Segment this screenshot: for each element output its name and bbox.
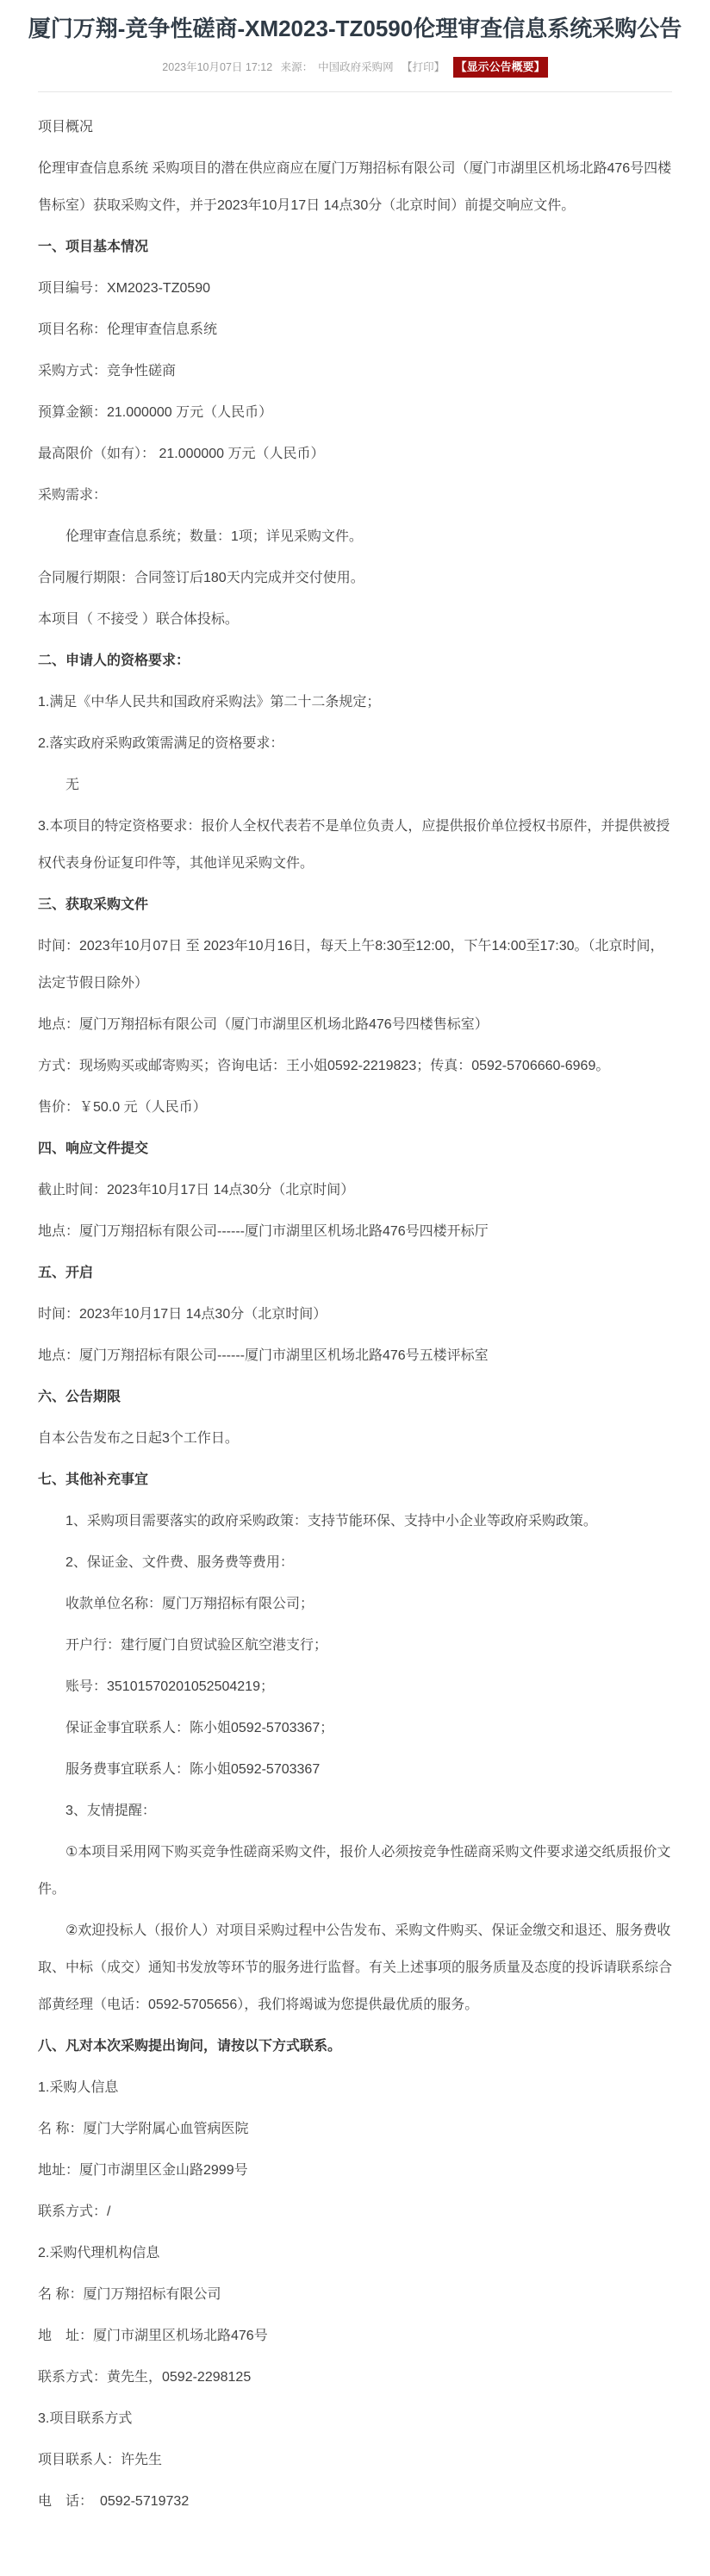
section-heading: 三、获取采购文件 — [38, 897, 149, 912]
agency-address-line: 地 址：厦门市湖里区机场北路476号 — [38, 2329, 268, 2343]
qualification-line: 1.满足《中华人民共和国政府采购法》第二十二条规定； — [38, 695, 381, 710]
open-place-line: 地点：厦门万翔招标有限公司------厦门市湖里区机场北路476号五楼评标室 — [38, 1348, 489, 1363]
buyer-address-line: 地址：厦门市湖里区金山路2999号 — [38, 2163, 248, 2178]
announcement-page — [0, 12, 710, 2576]
project-contact-label: 3.项目联系方式 — [38, 2411, 133, 2426]
submit-place-line: 地点：厦门万翔招标有限公司------厦门市湖里区机场北路476号四楼开标厅 — [38, 1224, 489, 1239]
project-name-line: 项目名称：伦理审查信息系统 — [38, 322, 218, 337]
qualification-line: 无 — [65, 778, 80, 792]
notice-period-line: 自本公告发布之日起3个工作日。 — [38, 1431, 239, 1446]
doc-time-line: 时间：2023年10月07日 至 2023年10月16日，每天上午8:30至12:00，下午14:00至17:30。（北京时间，法定节假日除外） — [38, 939, 664, 991]
publish-datetime: 2023年10月07日 17:12 — [162, 61, 273, 73]
buyer-name-line: 名 称：厦门大学附属心血管病医院 — [38, 2122, 249, 2136]
joint-bid-line: 本项目（ 不接受 ）联合体投标。 — [38, 612, 239, 627]
project-contact-phone-line: 电 话： 0592-5719732 — [38, 2494, 190, 2509]
buyer-contact-line: 联系方式：/ — [38, 2204, 111, 2219]
project-contact-name-line: 项目联系人：许先生 — [38, 2453, 163, 2467]
reminder-line: ②欢迎投标人（报价人）对项目采购过程中公告发布、采购文件购买、保证金缴交和退还、服务费收取、中标（成交）通知书发放等环节的服务进行监督。有关上述事项的服务质量及态度的投诉请联系综合部黄经理（电话：0592-5705656），我们将竭诚为您提供最优质的服务。 — [38, 1923, 673, 2012]
procurement-method-line: 采购方式：竞争性磋商 — [38, 364, 177, 378]
doc-method-line: 方式：现场购买或邮寄购买；咨询电话：王小姐0592-2219823；传真：0592-5706660-6969。 — [38, 1059, 610, 1073]
section-heading: 四、响应文件提交 — [38, 1141, 149, 1156]
bank-line: 开户行：建行厦门自贸试验区航空港支行； — [65, 1638, 328, 1653]
section-heading: 二、申请人的资格要求： — [38, 653, 190, 668]
reminder-label-line: 3、友情提醒： — [65, 1804, 156, 1818]
contract-term-line: 合同履行期限：合同签订后180天内完成并交付使用。 — [38, 571, 364, 585]
print-button[interactable]: 【打印】 — [402, 61, 445, 73]
page-title: 厦门万翔-竞争性磋商-XM2023-TZ0590伦理审查信息系统采购公告 — [28, 16, 682, 41]
agency-contact-line: 联系方式：黄先生，0592-2298125 — [38, 2370, 252, 2385]
section-heading: 六、公告期限 — [38, 1390, 121, 1404]
meta-row — [0, 57, 710, 78]
section-heading: 七、其他补充事宜 — [38, 1472, 149, 1487]
buyer-info-label: 1.采购人信息 — [38, 2080, 119, 2095]
qualification-line: 3.本项目的特定资格要求：报价人全权代表若不是单位负责人，应提供报价单位授权书原件，并提供被授权代表身份证复印件等，其他详见采购文件。 — [38, 819, 670, 871]
payee-name-line: 收款单位名称：厦门万翔招标有限公司； — [65, 1597, 315, 1611]
budget-line: 预算金额：21.000000 万元（人民币） — [38, 405, 273, 420]
doc-price-line: 售价：￥50.0 元（人民币） — [38, 1100, 207, 1115]
section-heading: 五、开启 — [38, 1266, 94, 1280]
max-price-line: 最高限价（如有）： 21.000000 万元（人民币） — [38, 447, 325, 461]
overview-label: 项目概况 — [38, 120, 94, 134]
submit-deadline-line: 截止时间：2023年10月17日 14点30分（北京时间） — [38, 1183, 355, 1197]
open-time-line: 时间：2023年10月17日 14点30分（北京时间） — [38, 1307, 327, 1322]
qualification-line: 2.落实政府采购政策需满足的资格要求： — [38, 736, 284, 751]
section-heading: 一、项目基本情况 — [38, 240, 149, 254]
deposit-contact-line: 保证金事宜联系人：陈小姐0592-5703367； — [65, 1721, 334, 1735]
demand-label-line: 采购需求： — [38, 488, 108, 503]
supplement-line: 1、采购项目需要落实的政府采购政策：支持节能环保、支持中小企业等政府采购政策。 — [65, 1514, 597, 1529]
demand-detail-line: 伦理审查信息系统；数量：1项；详见采购文件。 — [65, 529, 363, 544]
account-line: 账号：35101570201052504219； — [65, 1679, 274, 1694]
agency-name-line: 名 称：厦门万翔招标有限公司 — [38, 2287, 221, 2302]
supplement-line: 2、保证金、文件费、服务费等费用： — [65, 1555, 294, 1570]
source-name: 中国政府采购网 — [318, 61, 394, 73]
section-heading: 八、凡对本次采购提出询问，请按以下方式联系。 — [38, 2039, 342, 2054]
show-summary-button[interactable]: 【显示公告概要】 — [453, 57, 548, 78]
agency-info-label: 2.采购代理机构信息 — [38, 2246, 160, 2260]
project-number-line: 项目编号：XM2023-TZ0590 — [38, 281, 211, 296]
overview-text: 伦理审查信息系统 采购项目的潜在供应商应在厦门万翔招标有限公司（厦门市湖里区机场北路476号四楼售标室）获取采购文件，并于2023年10月17日 14点30分（北京时间）前提交响应文件。 — [38, 161, 672, 213]
service-fee-contact-line: 服务费事宜联系人：陈小姐0592-5703367 — [65, 1762, 321, 1777]
announcement-body — [0, 92, 710, 2520]
doc-place-line: 地点：厦门万翔招标有限公司（厦门市湖里区机场北路476号四楼售标室） — [38, 1017, 489, 1032]
source-label: 来源： — [280, 61, 314, 73]
reminder-line: ①本项目采用网下购买竞争性磋商采购文件，报价人必须按竞争性磋商采购文件要求递交纸质报价文件。 — [38, 1845, 671, 1897]
